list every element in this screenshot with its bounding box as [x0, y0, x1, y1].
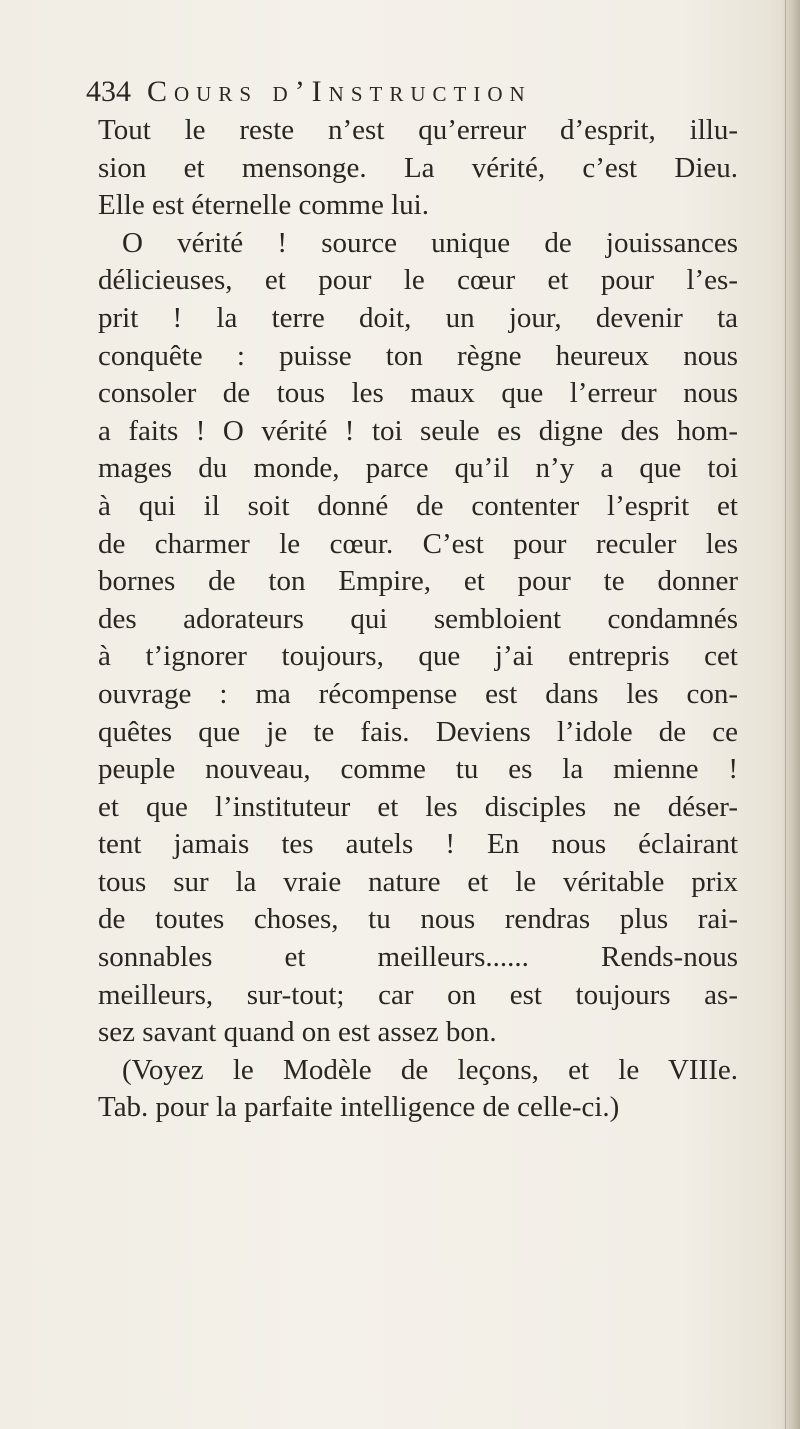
text-line: Tab. pour la parfaite intelligence de celle-ci.) — [98, 1091, 620, 1124]
text-line: quêtes que je te fais. Deviens l’idole de ce — [98, 715, 738, 748]
text-line: sonnables et meilleurs...... Rends-nous — [98, 941, 738, 974]
text-line: tous sur la vraie nature et le véritable prix — [98, 865, 738, 898]
text-line: consoler de tous les maux que l’erreur nous — [98, 377, 738, 410]
text-line: de toutes choses, tu nous rendras plus rai- — [98, 903, 738, 936]
text-line: sion et mensonge. La vérité, c’est Dieu. — [98, 151, 738, 184]
running-header — [86, 74, 726, 110]
page-number: 434 — [86, 75, 131, 108]
text-line: de charmer le cœur. C’est pour reculer les — [98, 527, 738, 560]
text-line: mages du monde, parce qu’il n’y a que toi — [98, 452, 738, 485]
text-line: Tout le reste n’est qu’erreur d’esprit, illu- — [98, 114, 738, 146]
text-line: à t’ignorer toujours, que j’ai entrepris cet — [98, 640, 738, 673]
text-line: a faits ! O vérité ! toi seule es digne des hom- — [98, 414, 738, 447]
running-title: Cours d’Instruction — [147, 75, 532, 108]
text-line: (Voyez le Modèle de leçons, et le VIIIe. — [122, 1053, 738, 1086]
body-text — [98, 112, 738, 1127]
text-line: et que l’instituteur et les disciples ne déser- — [98, 790, 738, 823]
page-edge-line — [785, 0, 786, 1429]
text-line: peuple nouveau, comme tu es la mienne ! — [98, 753, 738, 786]
text-line: des adorateurs qui sembloient condamnés — [98, 602, 738, 635]
text-line: prit ! la terre doit, un jour, devenir ta — [98, 301, 738, 334]
text-line: délicieuses, et pour le cœur et pour l’es- — [98, 264, 738, 297]
text-line: O vérité ! source unique de jouissances — [122, 226, 738, 259]
text-line: meilleurs, sur-tout; car on est toujours as- — [98, 978, 738, 1011]
text-line: conquête : puisse ton règne heureux nous — [98, 339, 738, 372]
text-line: tent jamais tes autels ! En nous éclairant — [98, 828, 738, 861]
text-line: ouvrage : ma récompense est dans les con- — [98, 677, 738, 710]
text-line: Elle est éternelle comme lui. — [98, 189, 429, 222]
text-line: bornes de ton Empire, et pour te donner — [98, 565, 738, 598]
text-line: sez savant quand on est assez bon. — [98, 1016, 497, 1049]
text-line: à qui il soit donné de contenter l’esprit et — [98, 489, 738, 522]
